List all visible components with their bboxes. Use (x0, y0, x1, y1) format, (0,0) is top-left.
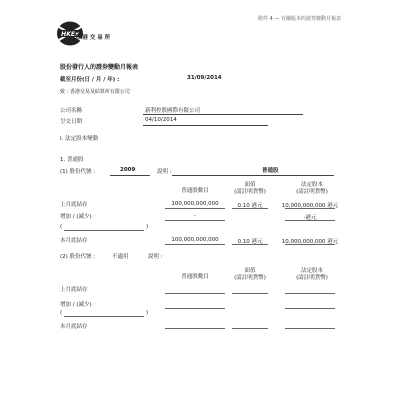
s1-col1-header: 普通股數目 (181, 188, 209, 194)
s1-row3-c2: 0.10 港元 (237, 239, 263, 245)
s2-paren-open: ( (60, 310, 63, 316)
s2-paren-close: ) (146, 310, 149, 316)
section1-stock-code-label: (1) 股份代號 : (60, 169, 96, 175)
exchange-name: 香 港 交 易 所 (75, 35, 111, 41)
s1-row1-c1: 100,000,000,000 (171, 201, 219, 207)
s2-col2-header-l2: (請註明貨幣) (234, 275, 266, 281)
section1-description-value: 普通股 (262, 168, 279, 174)
s1-col2-header-l1: 面值 (244, 182, 256, 188)
section2-stock-code-label: (2) 股份代號 : (60, 254, 96, 260)
s2-row3-label: 本月底結存 (60, 324, 88, 330)
s1-row2-c1: - (194, 213, 196, 219)
s1-paren-close: ) (146, 224, 149, 230)
s1-col3-header-l2: (請註明貨幣) (296, 189, 328, 195)
s1-row3-c1: 100,000,000,000 (171, 237, 219, 243)
issuer-underline (143, 114, 303, 115)
form-title: 股份發行人的證券變動月報表 (60, 64, 139, 71)
s2-row2-label: 增加 / (減少) (60, 302, 92, 308)
logo-text: HKEx (61, 30, 79, 38)
s1-row2-c3: -港元 (303, 215, 317, 221)
issuer-value: 新利控股國際有限公司 (145, 108, 201, 114)
stock-code-underline (110, 175, 150, 176)
s1-row2-label: 增加 / (減少) (60, 214, 92, 220)
s2-row1-label: 上月底結存 (60, 287, 88, 293)
submit-date-underline (143, 125, 268, 126)
section2-stock-code-value: 不適用 (112, 254, 129, 260)
s1-col2-header-l2: (請註明貨幣) (234, 189, 266, 195)
s2-col3-header-l2: (請註明貨幣) (296, 275, 328, 281)
section1-stock-code-value: 2009 (120, 167, 136, 173)
s1-row1-c3: 10,000,000,000 港元 (281, 203, 339, 209)
section1-heading: I. 法定股本變動 (60, 136, 99, 142)
s2-col2-header-l1: 面值 (244, 268, 256, 274)
s1-paren-open: ( (60, 224, 63, 230)
s1-row3-c3: 10,000,000,000 港元 (281, 239, 339, 245)
section1-subheading: 1. 普通股 (60, 157, 84, 163)
to-label: 致 : 香港交易及結算所有限公司 (60, 89, 130, 95)
month-end-value: 31/09/2014 (187, 75, 222, 81)
section2-description-label: 說明 : (148, 254, 163, 260)
issuer-label: 公司名稱 (60, 108, 83, 114)
s1-col3-header-l1: 法定股本 (300, 182, 323, 188)
submit-date-value: 04/10/2014 (145, 117, 177, 123)
s1-row3-label: 本月底結存 (60, 238, 88, 244)
section1-description-label: 說明 : (157, 169, 172, 175)
submit-date-label: 呈交日期 (60, 119, 83, 125)
s1-row1-c2: 0.10 港元 (237, 203, 263, 209)
s2-col3-header-l1: 法定股本 (300, 268, 323, 274)
top-right-note: 附件 4 — 有關股本的證券變動月報表 (258, 16, 341, 22)
s2-col1-header: 普通股數目 (181, 274, 209, 280)
description-underline (172, 175, 334, 176)
s1-row1-label: 上月底結存 (60, 202, 88, 208)
month-end-label: 截至月份(日 / 月 / 年) : (60, 77, 120, 83)
